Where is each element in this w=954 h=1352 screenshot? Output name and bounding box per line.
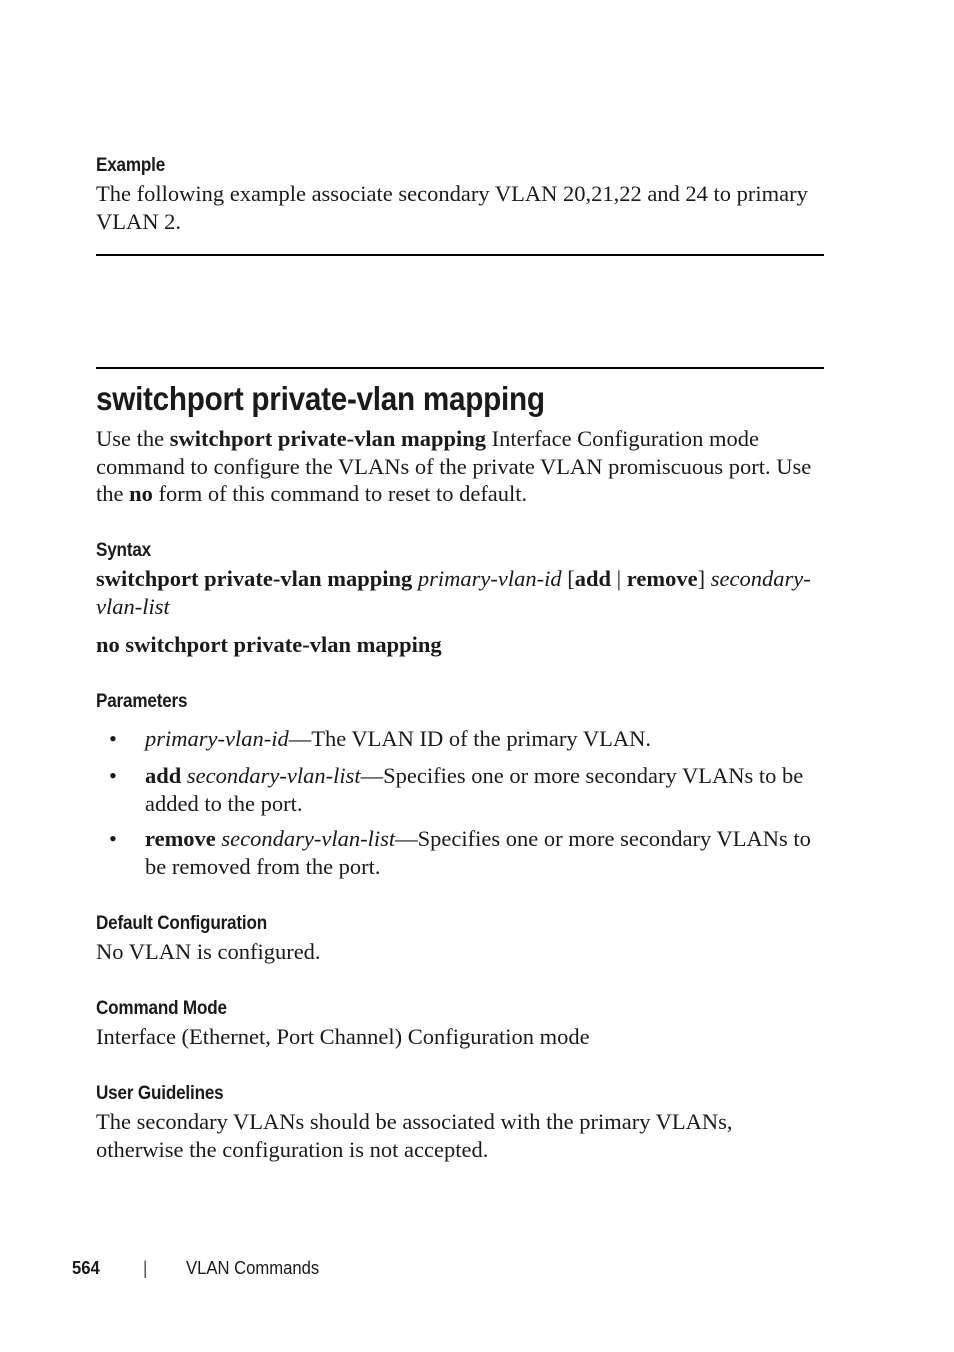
list-item	[96, 725, 824, 753]
page-number: 564	[72, 1257, 100, 1278]
user-guidelines-heading: User Guidelines	[96, 1083, 224, 1104]
bullet: •	[109, 726, 117, 751]
param-keyword: add	[145, 763, 182, 788]
list-item	[96, 825, 824, 881]
intro-text-1: Use the	[96, 426, 170, 451]
param-desc: —Specifies one or more secondary VLANs to be added to the port.	[145, 763, 804, 816]
syntax-bracket-close: ]	[697, 566, 711, 591]
intro-text-3: form of this command to reset to default.	[152, 481, 528, 506]
syntax-add: add	[574, 566, 612, 591]
footer-section: VLAN Commands	[186, 1257, 320, 1278]
param-desc: —The VLAN ID of the primary VLAN.	[288, 726, 651, 751]
syntax-bracket-open: [	[561, 566, 575, 591]
intro-paragraph	[96, 425, 824, 508]
syntax-arg-primary: primary-vlan-id	[417, 566, 562, 591]
syntax-command: switchport private-vlan mapping	[96, 566, 413, 591]
syntax-arg-secondary-a: secondary-	[710, 566, 811, 591]
default-config-text: No VLAN is configured.	[96, 939, 321, 964]
command-mode-heading: Command Mode	[96, 998, 227, 1019]
param-arg: secondary-vlan-list	[186, 763, 361, 788]
syntax-separator: |	[611, 566, 627, 591]
syntax-remove: remove	[626, 566, 698, 591]
intro-command: switchport private-vlan mapping	[169, 426, 486, 451]
command-mode-text: Interface (Ethernet, Port Channel) Configuration mode	[96, 1024, 590, 1049]
syntax-no-command: no switchport private-vlan mapping	[96, 632, 442, 657]
default-config-heading: Default Configuration	[96, 913, 268, 934]
user-guidelines-text: The secondary VLANs should be associated with the primary VLANs, otherwise the configuration is not accepted.	[96, 1109, 733, 1162]
bullet: •	[109, 763, 117, 788]
param-arg: primary-vlan-id	[145, 726, 289, 751]
title-rule	[96, 367, 824, 369]
footer-separator: |	[143, 1257, 148, 1278]
syntax-line-2	[96, 631, 442, 659]
example-heading: Example	[96, 155, 166, 176]
example-text: The following example associate secondary VLAN 20,21,22 and 24 to primary VLAN 2.	[96, 181, 808, 234]
syntax-line-1	[96, 565, 824, 620]
section-divider	[96, 254, 824, 256]
intro-no-keyword: no	[129, 481, 153, 506]
param-arg: secondary-vlan-list	[221, 826, 396, 851]
param-keyword: remove	[145, 826, 216, 851]
intro-text-2: Interface Configuration mode command to configure the VLANs of the private VLAN promiscuous port. Use the	[96, 426, 812, 506]
page-title: switchport private-vlan mapping	[96, 380, 545, 417]
list-item	[96, 762, 824, 818]
syntax-heading: Syntax	[96, 540, 151, 561]
param-desc: —Specifies one or more secondary VLANs to be removed from the port.	[145, 826, 811, 879]
bullet: •	[109, 826, 117, 851]
parameters-heading: Parameters	[96, 691, 188, 712]
syntax-arg-secondary-b: vlan-list	[96, 593, 170, 619]
